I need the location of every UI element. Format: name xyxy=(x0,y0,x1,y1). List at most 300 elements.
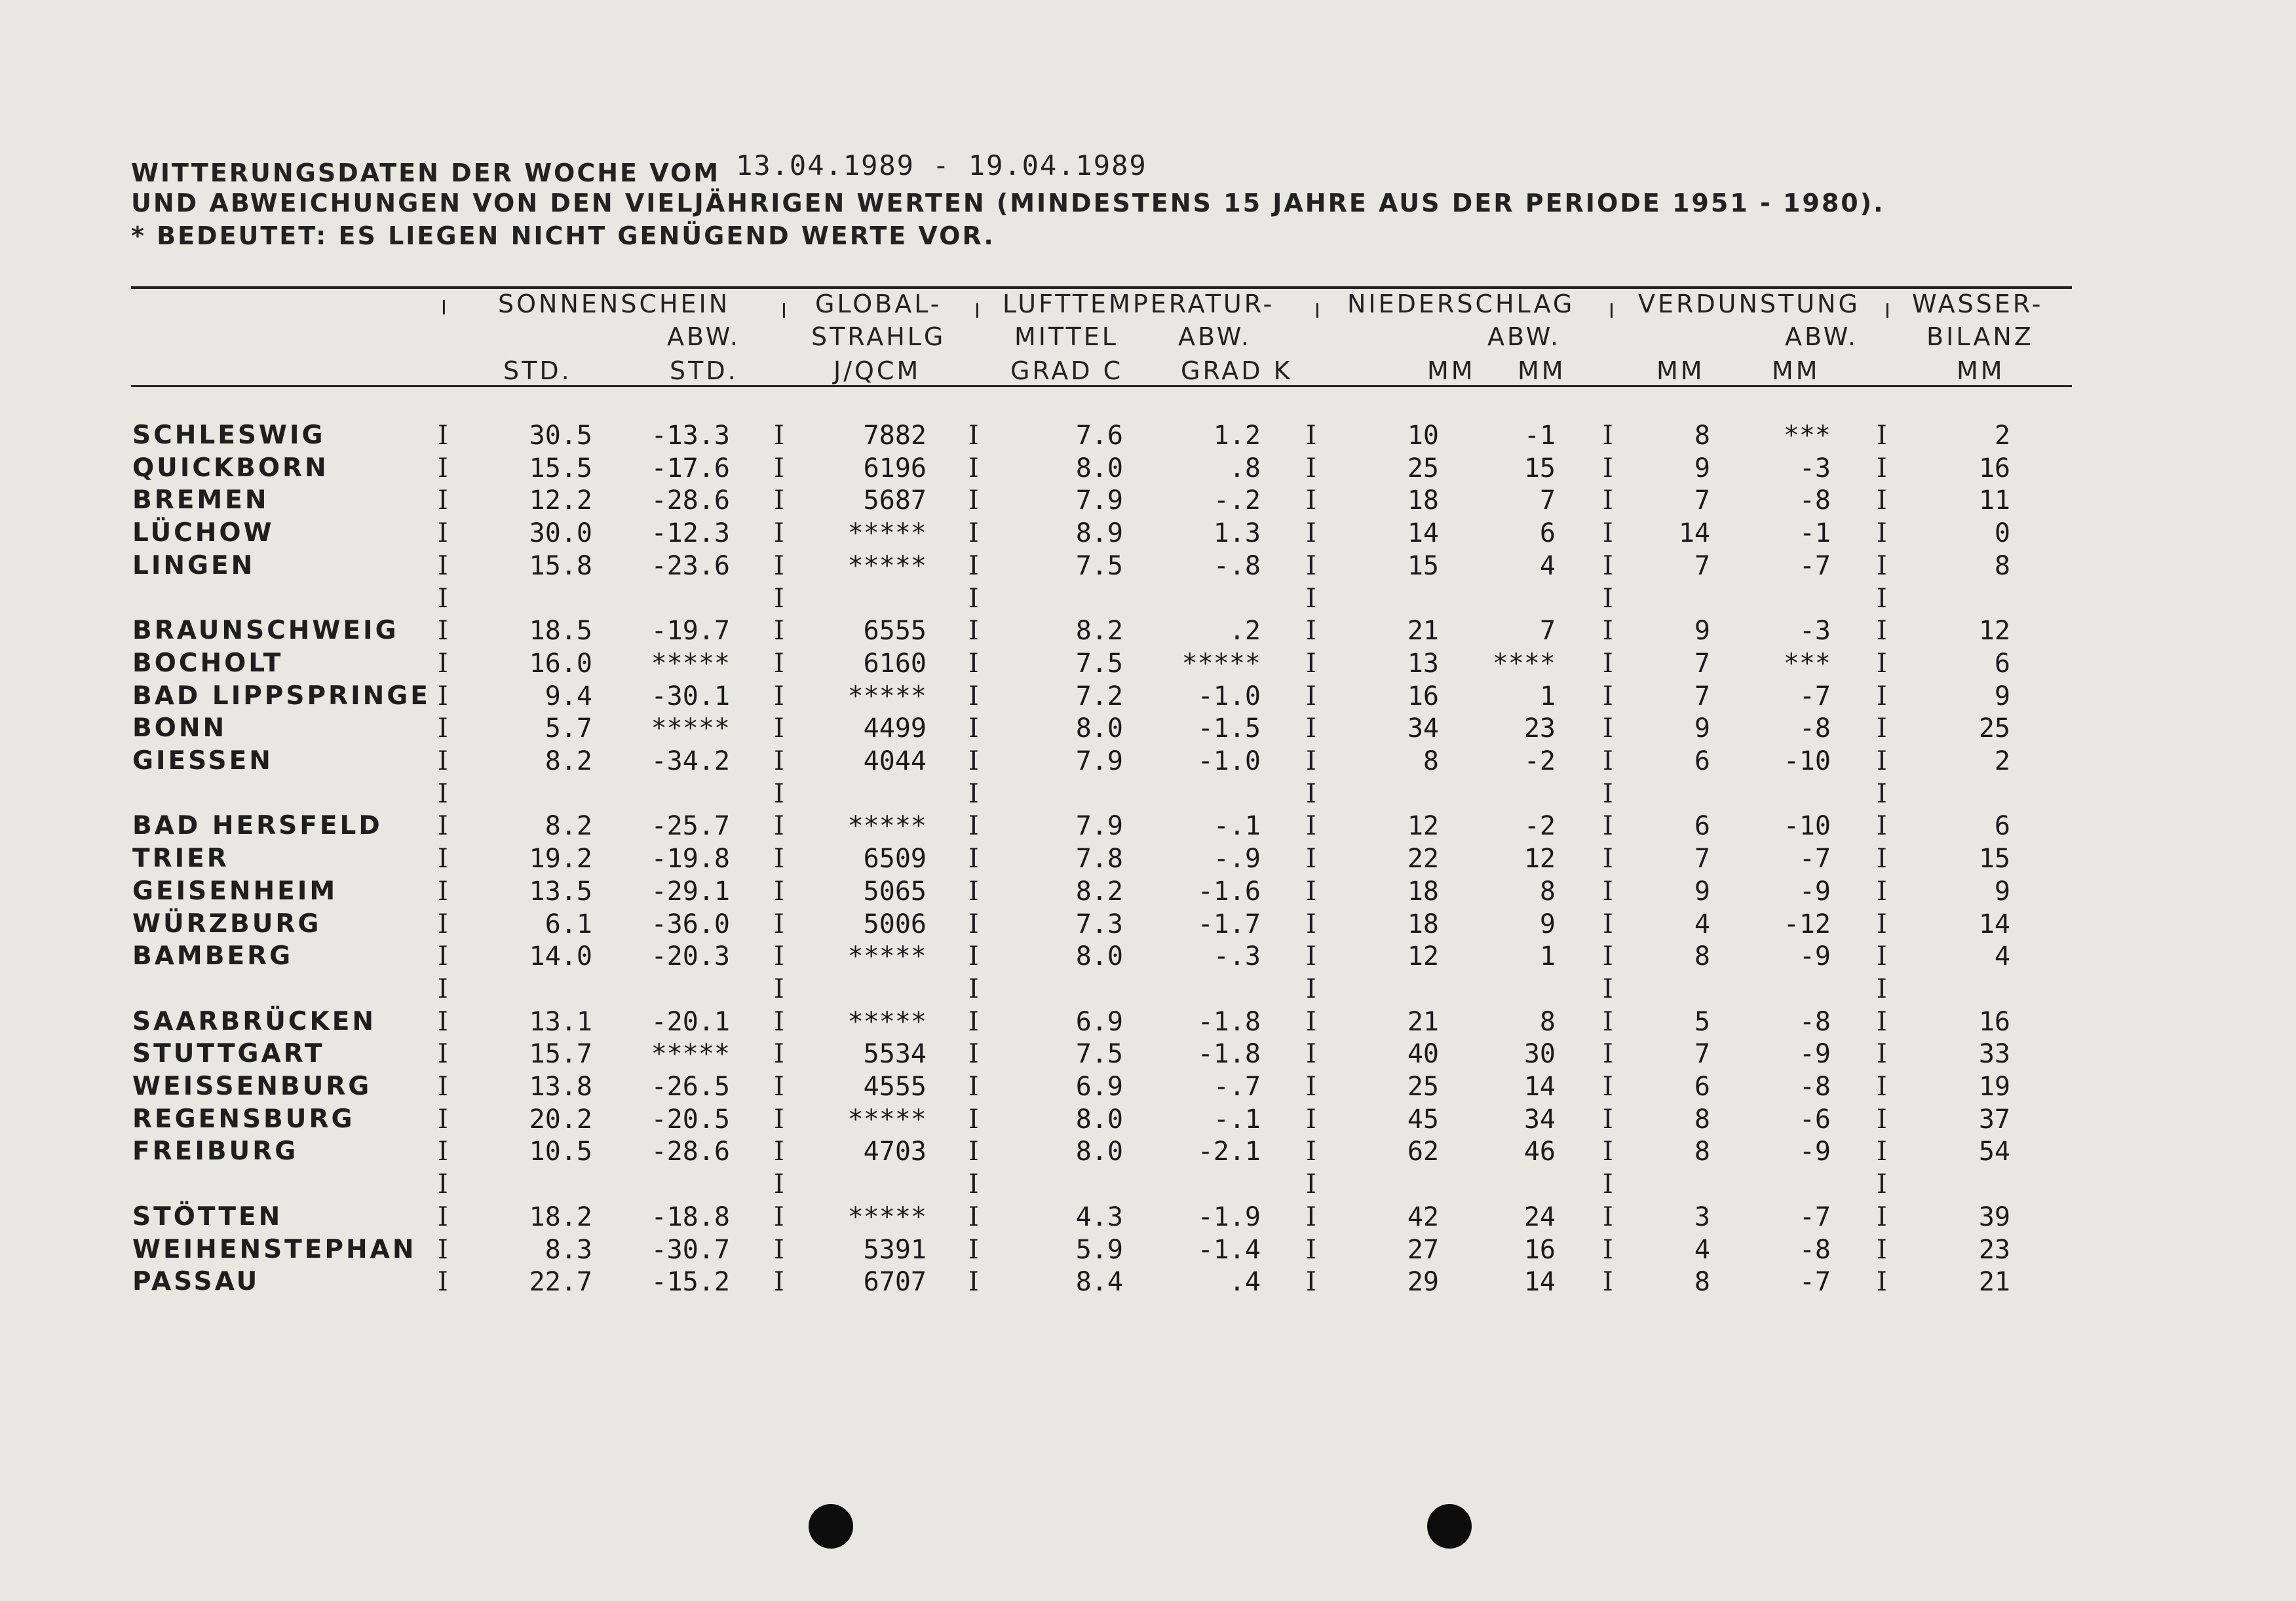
cell-evap: 7 xyxy=(1694,844,1710,874)
cell-sunshine: 15.8 xyxy=(529,551,592,581)
footnote-line: * BEDEUTET: ES LIEGEN NICHT GENÜGEND WERTE VOR. xyxy=(131,221,995,250)
column-separator: I xyxy=(1603,681,1613,711)
cell-global-radiation: ***** xyxy=(847,811,927,841)
cell-precip-abw: -2 xyxy=(1523,811,1556,841)
column-separator: I xyxy=(1306,1169,1316,1199)
header-grad-k: GRAD K xyxy=(1181,356,1293,385)
cell-water-balance: 9 xyxy=(1994,876,2010,907)
station-name: FREIBURG xyxy=(132,1137,299,1166)
column-separator: I xyxy=(1306,713,1316,744)
column-separator: I xyxy=(968,1104,979,1135)
column-separator: I xyxy=(774,779,784,809)
cell-sunshine-abw: -29.1 xyxy=(651,876,730,907)
cell-global-radiation: 6160 xyxy=(863,649,927,679)
cell-evap-abw: *** xyxy=(1783,649,1831,679)
cell-water-balance: 16 xyxy=(1978,453,2010,483)
column-separator: I xyxy=(968,1169,979,1199)
cell-evap: 4 xyxy=(1694,1235,1710,1265)
column-separator: I xyxy=(438,974,448,1004)
column-separator: I xyxy=(968,941,979,971)
cell-temp-abw: 1.3 xyxy=(1213,518,1261,548)
cell-evap-abw: -7 xyxy=(1799,551,1831,581)
cell-evap-abw: -9 xyxy=(1799,941,1831,971)
column-separator: I xyxy=(1603,485,1613,516)
column-separator: I xyxy=(438,681,448,711)
header-global: GLOBAL- xyxy=(815,290,942,318)
column-separator: I xyxy=(1603,584,1613,614)
header-verdunstung: VERDUNSTUNG xyxy=(1638,290,1860,318)
cell-temp-mean: 8.0 xyxy=(1075,941,1123,971)
column-separator: I xyxy=(438,1235,448,1265)
station-name: BAD LIPPSPRINGE xyxy=(132,681,430,711)
cell-evap: 9 xyxy=(1694,876,1710,907)
cell-precip-abw: 14 xyxy=(1523,1267,1556,1297)
cell-sunshine: 19.2 xyxy=(529,844,592,874)
cell-evap-abw: -6 xyxy=(1799,1104,1831,1135)
column-separator: I xyxy=(1603,713,1613,744)
column-separator: I xyxy=(774,681,784,711)
station-name: TRIER xyxy=(132,844,229,873)
date-range: 13.04.1989 - 19.04.1989 xyxy=(736,149,1147,181)
cell-evap-abw: -3 xyxy=(1799,453,1831,483)
cell-evap-abw: -8 xyxy=(1799,485,1831,516)
cell-sunshine: 18.5 xyxy=(529,616,592,646)
cell-water-balance: 0 xyxy=(1994,518,2010,548)
cell-precip-abw: 4 xyxy=(1539,551,1556,581)
cell-sunshine: 15.7 xyxy=(529,1039,592,1069)
column-separator: I xyxy=(774,713,784,744)
cell-evap: 8 xyxy=(1694,941,1710,971)
header-rain-mm: MM xyxy=(1427,356,1476,385)
column-separator: I xyxy=(1306,1039,1316,1069)
cell-evap: 4 xyxy=(1694,909,1710,939)
column-separator: I xyxy=(774,1202,784,1232)
cell-precip-abw: 23 xyxy=(1523,713,1556,744)
cell-water-balance: 21 xyxy=(1978,1267,2010,1297)
column-separator: I xyxy=(1877,1235,1887,1265)
cell-sunshine-abw: ***** xyxy=(651,649,730,679)
station-name: SCHLESWIG xyxy=(132,421,326,450)
cell-sunshine-abw: -19.8 xyxy=(651,844,730,874)
header-evap-abw: ABW. xyxy=(1785,322,1859,351)
column-separator: I xyxy=(1877,941,1887,971)
header-rain-abw: ABW. xyxy=(1487,322,1561,351)
column-separator: I xyxy=(1877,649,1887,679)
cell-precip: 40 xyxy=(1407,1039,1439,1069)
header-evap-abw-mm: MM xyxy=(1772,356,1820,385)
cell-precip-abw: 1 xyxy=(1539,941,1556,971)
cell-temp-mean: 8.0 xyxy=(1075,1137,1123,1167)
column-separator: I xyxy=(438,584,448,614)
cell-temp-mean: 6.9 xyxy=(1075,1007,1123,1037)
column-separator: I xyxy=(968,1137,979,1167)
cell-global-radiation: ***** xyxy=(847,941,927,971)
cell-sunshine-abw: -18.8 xyxy=(651,1202,730,1232)
cell-sunshine: 8.2 xyxy=(545,746,592,776)
cell-evap: 8 xyxy=(1694,1137,1710,1167)
cell-precip: 25 xyxy=(1407,453,1439,483)
column-separator: I xyxy=(968,746,979,776)
column-separator: I xyxy=(1306,941,1316,971)
cell-temp-mean: 8.0 xyxy=(1075,713,1123,744)
cell-water-balance: 37 xyxy=(1978,1104,2010,1135)
column-separator: I xyxy=(968,616,979,646)
column-separator: I xyxy=(968,681,979,711)
column-separator: I xyxy=(1877,1137,1887,1167)
column-separator: I xyxy=(774,584,784,614)
cell-precip: 34 xyxy=(1407,713,1439,744)
cell-precip-abw: 16 xyxy=(1523,1235,1556,1265)
cell-sunshine: 8.3 xyxy=(545,1235,592,1265)
cell-precip: 42 xyxy=(1407,1202,1439,1232)
column-separator: I xyxy=(438,713,448,744)
cell-sunshine: 13.8 xyxy=(529,1072,592,1102)
title-line xyxy=(131,149,1147,188)
cell-temp-mean: 7.9 xyxy=(1075,811,1123,841)
column-separator: I xyxy=(968,1007,979,1037)
column-separator: I xyxy=(1603,551,1613,581)
cell-precip: 18 xyxy=(1407,876,1439,907)
cell-evap: 8 xyxy=(1694,1267,1710,1297)
cell-evap-abw: -10 xyxy=(1783,746,1831,776)
cell-sunshine-abw: -25.7 xyxy=(651,811,730,841)
column-separator: I xyxy=(1306,1007,1316,1037)
cell-evap-abw: -9 xyxy=(1799,876,1831,907)
column-separator: I xyxy=(438,1202,448,1232)
column-separator: I xyxy=(1877,1169,1887,1199)
cell-sunshine: 12.2 xyxy=(529,485,592,516)
cell-sunshine: 16.0 xyxy=(529,649,592,679)
cell-precip: 10 xyxy=(1407,421,1439,451)
column-separator: I xyxy=(1877,1202,1887,1232)
header-strahlg: STRAHLG xyxy=(811,322,946,351)
cell-global-radiation: ***** xyxy=(847,1104,927,1135)
cell-water-balance: 54 xyxy=(1978,1137,2010,1167)
column-separator: I xyxy=(774,1137,784,1167)
cell-global-radiation: ***** xyxy=(847,518,927,548)
cell-precip: 62 xyxy=(1407,1137,1439,1167)
cell-precip-abw: 7 xyxy=(1539,616,1556,646)
column-separator: I xyxy=(1603,1267,1613,1297)
cell-temp-abw: -.7 xyxy=(1213,1072,1261,1102)
cell-temp-abw: 1.2 xyxy=(1213,421,1261,451)
cell-sunshine: 9.4 xyxy=(545,681,592,711)
column-separator: I xyxy=(968,485,979,516)
cell-global-radiation: 4555 xyxy=(863,1072,927,1102)
cell-temp-mean: 7.6 xyxy=(1075,421,1123,451)
station-name: GEISENHEIM xyxy=(132,876,338,906)
cell-precip: 21 xyxy=(1407,1007,1439,1037)
punch-hole-right xyxy=(1427,1504,1472,1549)
cell-precip-abw: 1 xyxy=(1539,681,1556,711)
cell-temp-abw: -.8 xyxy=(1213,551,1261,581)
title-prefix: WITTERUNGSDATEN DER WOCHE VOM xyxy=(131,159,721,187)
cell-global-radiation: ***** xyxy=(847,551,927,581)
cell-temp-mean: 7.8 xyxy=(1075,844,1123,874)
cell-temp-mean: 8.2 xyxy=(1075,876,1123,907)
column-separator: I xyxy=(1603,421,1613,451)
column-separator: I xyxy=(774,421,784,451)
column-separator: I xyxy=(968,779,979,809)
cell-water-balance: 6 xyxy=(1994,649,2010,679)
column-separator: I xyxy=(1877,1104,1887,1135)
cell-precip-abw: 34 xyxy=(1523,1104,1556,1135)
cell-precip-abw: 24 xyxy=(1523,1202,1556,1232)
column-separator: I xyxy=(438,421,448,451)
cell-sunshine: 20.2 xyxy=(529,1104,592,1135)
cell-sunshine: 30.0 xyxy=(529,518,592,548)
cell-sunshine: 30.5 xyxy=(529,421,592,451)
cell-precip-abw: 8 xyxy=(1539,1007,1556,1037)
cell-water-balance: 11 xyxy=(1978,485,2010,516)
cell-precip: 14 xyxy=(1407,518,1439,548)
column-separator: I xyxy=(438,453,448,483)
cell-temp-abw: -1.0 xyxy=(1197,681,1261,711)
column-separator: I xyxy=(1603,453,1613,483)
cell-global-radiation: ***** xyxy=(847,1007,927,1037)
cell-water-balance: 9 xyxy=(1994,681,2010,711)
cell-evap: 5 xyxy=(1694,1007,1710,1037)
column-separator: I xyxy=(1306,974,1316,1004)
header-grad-c: GRAD C xyxy=(1010,356,1124,385)
cell-precip: 25 xyxy=(1407,1072,1439,1102)
cell-temp-mean: 7.9 xyxy=(1075,485,1123,516)
cell-precip: 22 xyxy=(1407,844,1439,874)
cell-precip: 18 xyxy=(1407,485,1439,516)
column-separator: I xyxy=(1603,1137,1613,1167)
cell-evap-abw: -9 xyxy=(1799,1039,1831,1069)
cell-sunshine-abw: -26.5 xyxy=(651,1072,730,1102)
column-separator: I xyxy=(1306,909,1316,939)
column-separator: I xyxy=(438,649,448,679)
column-separator: I xyxy=(1603,616,1613,646)
column-separator: I xyxy=(774,941,784,971)
cell-water-balance: 8 xyxy=(1994,551,2010,581)
header-separator: I xyxy=(1885,300,1890,323)
cell-evap-abw: -12 xyxy=(1783,909,1831,939)
column-separator: I xyxy=(1603,941,1613,971)
column-separator: I xyxy=(1306,485,1316,516)
cell-sunshine: 18.2 xyxy=(529,1202,592,1232)
column-separator: I xyxy=(1603,1202,1613,1232)
cell-sunshine-abw: -20.5 xyxy=(651,1104,730,1135)
column-separator: I xyxy=(774,1039,784,1069)
cell-precip-abw: 8 xyxy=(1539,876,1556,907)
column-separator: I xyxy=(1603,1104,1613,1135)
cell-sunshine-abw: ***** xyxy=(651,1039,730,1069)
column-separator: I xyxy=(438,811,448,841)
cell-global-radiation: 4499 xyxy=(863,713,927,744)
cell-temp-mean: 7.2 xyxy=(1075,681,1123,711)
cell-evap-abw: -8 xyxy=(1799,1072,1831,1102)
cell-sunshine-abw: -19.7 xyxy=(651,616,730,646)
cell-temp-abw: -.3 xyxy=(1213,941,1261,971)
column-separator: I xyxy=(1877,909,1887,939)
cell-sunshine: 22.7 xyxy=(529,1267,592,1297)
column-separator: I xyxy=(1306,876,1316,907)
cell-global-radiation: 6707 xyxy=(863,1267,927,1297)
station-name: PASSAU xyxy=(132,1267,260,1296)
header-rain-abw-mm: MM xyxy=(1518,356,1566,385)
cell-precip: 18 xyxy=(1407,909,1439,939)
cell-temp-mean: 6.9 xyxy=(1075,1072,1123,1102)
station-name: WEIHENSTEPHAN xyxy=(132,1235,417,1264)
cell-temp-abw: -1.4 xyxy=(1197,1235,1261,1265)
column-separator: I xyxy=(1306,844,1316,874)
column-separator: I xyxy=(438,779,448,809)
column-separator: I xyxy=(1603,518,1613,548)
column-separator: I xyxy=(1877,551,1887,581)
column-separator: I xyxy=(774,616,784,646)
cell-global-radiation: 6196 xyxy=(863,453,927,483)
column-separator: I xyxy=(1306,551,1316,581)
punch-hole-left xyxy=(809,1504,853,1549)
cell-temp-mean: 5.9 xyxy=(1075,1235,1123,1265)
column-separator: I xyxy=(968,551,979,581)
cell-temp-abw: -1.8 xyxy=(1197,1007,1261,1037)
column-separator: I xyxy=(774,453,784,483)
cell-water-balance: 19 xyxy=(1978,1072,2010,1102)
station-name: BRAUNSCHWEIG xyxy=(132,616,399,645)
column-separator: I xyxy=(774,649,784,679)
cell-evap-abw: -8 xyxy=(1799,1235,1831,1265)
cell-precip-abw: 7 xyxy=(1539,485,1556,516)
cell-water-balance: 2 xyxy=(1994,746,2010,776)
column-separator: I xyxy=(1603,811,1613,841)
cell-evap: 7 xyxy=(1694,681,1710,711)
column-separator: I xyxy=(1877,811,1887,841)
station-name: STÖTTEN xyxy=(132,1202,283,1232)
cell-evap: 7 xyxy=(1694,649,1710,679)
cell-sunshine: 13.1 xyxy=(529,1007,592,1037)
station-name: STUTTGART xyxy=(132,1039,325,1068)
cell-global-radiation: ***** xyxy=(847,681,927,711)
cell-sunshine: 8.2 xyxy=(545,811,592,841)
column-separator: I xyxy=(1306,1104,1316,1135)
cell-temp-abw: -1.0 xyxy=(1197,746,1261,776)
cell-sunshine: 5.7 xyxy=(545,713,592,744)
cell-evap-abw: -7 xyxy=(1799,1202,1831,1232)
cell-temp-mean: 8.0 xyxy=(1075,1104,1123,1135)
cell-sunshine-abw: -23.6 xyxy=(651,551,730,581)
column-separator: I xyxy=(438,746,448,776)
column-separator: I xyxy=(774,1104,784,1135)
header-wasser: WASSER- xyxy=(1912,290,2044,318)
header-bilanz: BILANZ xyxy=(1926,322,2034,351)
station-name: BAMBERG xyxy=(132,941,294,971)
subtitle-line: UND ABWEICHUNGEN VON DEN VIELJÄHRIGEN WERTEN (MINDESTENS 15 JAHRE AUS DER PERIODE 1951 - 1980). xyxy=(131,189,1885,217)
cell-temp-abw: .2 xyxy=(1229,616,1261,646)
header-sun-abw-std: STD. xyxy=(670,356,738,385)
cell-precip: 8 xyxy=(1423,746,1439,776)
cell-water-balance: 16 xyxy=(1978,1007,2010,1037)
cell-global-radiation: 7882 xyxy=(863,421,927,451)
station-name: BREMEN xyxy=(132,485,269,515)
table-header-rule xyxy=(131,385,2072,387)
column-separator: I xyxy=(774,1169,784,1199)
column-separator: I xyxy=(968,909,979,939)
cell-evap: 9 xyxy=(1694,713,1710,744)
column-separator: I xyxy=(774,551,784,581)
column-separator: I xyxy=(438,941,448,971)
cell-sunshine-abw: -20.1 xyxy=(651,1007,730,1037)
cell-global-radiation: 6555 xyxy=(863,616,927,646)
cell-sunshine-abw: -17.6 xyxy=(651,453,730,483)
cell-evap: 6 xyxy=(1694,811,1710,841)
cell-sunshine: 6.1 xyxy=(545,909,592,939)
cell-precip: 29 xyxy=(1407,1267,1439,1297)
cell-precip: 21 xyxy=(1407,616,1439,646)
column-separator: I xyxy=(968,453,979,483)
station-name: GIESSEN xyxy=(132,746,273,776)
cell-evap-abw: -8 xyxy=(1799,713,1831,744)
column-separator: I xyxy=(968,584,979,614)
cell-sunshine-abw: -34.2 xyxy=(651,746,730,776)
column-separator: I xyxy=(1877,844,1887,874)
column-separator: I xyxy=(968,974,979,1004)
column-separator: I xyxy=(774,974,784,1004)
column-separator: I xyxy=(1603,1169,1613,1199)
cell-precip-abw: 15 xyxy=(1523,453,1556,483)
cell-temp-abw: .4 xyxy=(1229,1267,1261,1297)
cell-temp-mean: 7.5 xyxy=(1075,1039,1123,1069)
station-name: LÜCHOW xyxy=(132,518,275,548)
cell-temp-mean: 8.2 xyxy=(1075,616,1123,646)
cell-precip: 45 xyxy=(1407,1104,1439,1135)
cell-sunshine-abw: -30.1 xyxy=(651,681,730,711)
column-separator: I xyxy=(1603,779,1613,809)
column-separator: I xyxy=(1306,746,1316,776)
column-separator: I xyxy=(1877,713,1887,744)
column-separator: I xyxy=(438,876,448,907)
header-sun-abw: ABW. xyxy=(667,322,741,351)
header-sun-std: STD. xyxy=(503,356,572,385)
cell-temp-mean: 8.9 xyxy=(1075,518,1123,548)
cell-global-radiation: 4044 xyxy=(863,746,927,776)
cell-evap: 6 xyxy=(1694,1072,1710,1102)
cell-water-balance: 2 xyxy=(1994,421,2010,451)
column-separator: I xyxy=(774,1007,784,1037)
cell-temp-abw: -1.7 xyxy=(1197,909,1261,939)
header-niederschlag: NIEDERSCHLAG xyxy=(1347,290,1575,318)
cell-sunshine-abw: -30.7 xyxy=(651,1235,730,1265)
column-separator: I xyxy=(774,518,784,548)
cell-evap-abw: -7 xyxy=(1799,681,1831,711)
header-separator: I xyxy=(1609,300,1615,323)
column-separator: I xyxy=(1306,649,1316,679)
column-separator: I xyxy=(774,1235,784,1265)
cell-evap-abw: -10 xyxy=(1783,811,1831,841)
cell-evap-abw: -9 xyxy=(1799,1137,1831,1167)
column-separator: I xyxy=(968,844,979,874)
cell-precip-abw: 9 xyxy=(1539,909,1556,939)
column-separator: I xyxy=(1877,518,1887,548)
header-lufttemperatur: LUFTTEMPERATUR- xyxy=(1003,290,1275,318)
column-separator: I xyxy=(1306,1202,1316,1232)
cell-water-balance: 39 xyxy=(1978,1202,2010,1232)
column-separator: I xyxy=(968,518,979,548)
column-separator: I xyxy=(1603,1072,1613,1102)
cell-evap: 3 xyxy=(1694,1202,1710,1232)
column-separator: I xyxy=(1877,1072,1887,1102)
cell-global-radiation: 5534 xyxy=(863,1039,927,1069)
column-separator: I xyxy=(1603,649,1613,679)
cell-evap-abw: *** xyxy=(1783,421,1831,451)
cell-precip-abw: 6 xyxy=(1539,518,1556,548)
column-separator: I xyxy=(1306,811,1316,841)
column-separator: I xyxy=(1306,584,1316,614)
header-mittel: MITTEL xyxy=(1014,322,1119,351)
